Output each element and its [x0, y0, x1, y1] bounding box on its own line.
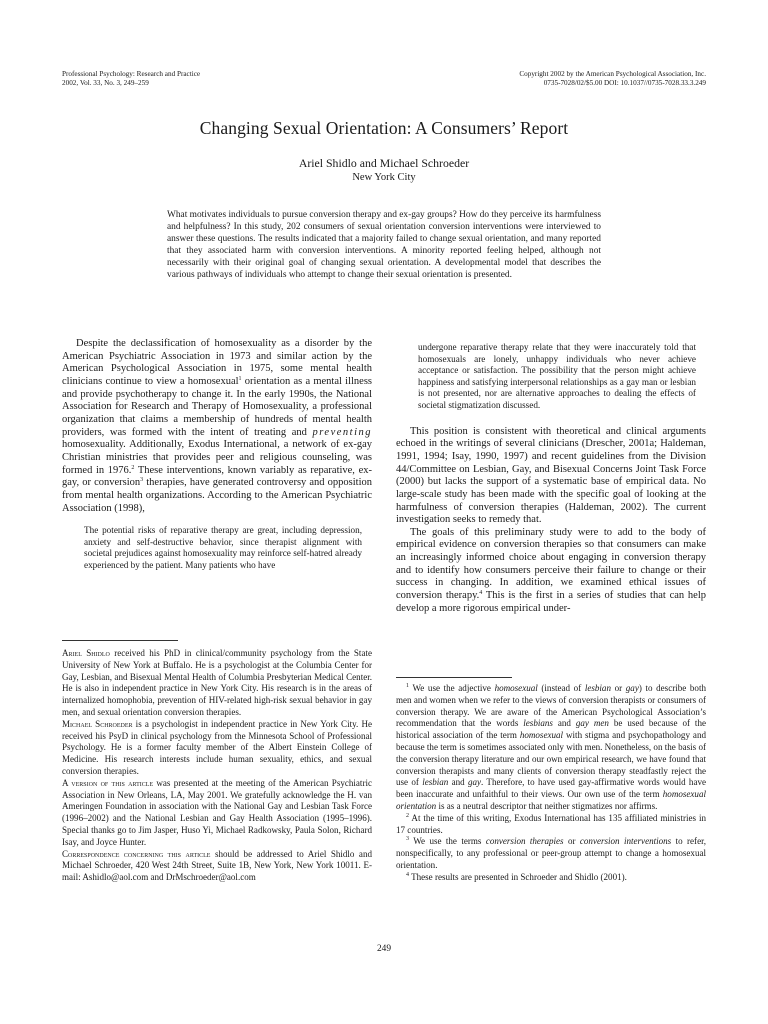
presentation-note: A version of this article was presented at the meeting of the American Psychiatric Association in New Orleans, LA, May 2001. We gratefully acknowledge the H. van Ameringen Foundation in association with the National Gay and Lesbian Task Force (1996–2002) and the National Lesbian and Gay Health Association (1995–1996). Special thanks go to Jim Jasper, Huso Yi, Michael Radkowsky, Paula Solon, Richard Isay, and Joyce Hunter.	[62, 777, 372, 847]
block-quote: The potential risks of reparative therapy are great, including depression, anxiety and self-destructive behavior, since therapist alignment with societal prejudices against homosexuality may reinforce self-hatred already experienced by the patient. Many patients who have	[84, 525, 362, 570]
body-paragraph: This position is consistent with theoretical and clinical arguments echoed in the writings of several clinicians (Drescher, 2001a; Haldeman, 1991, 1994; Isay, 1990, 1997) and recent guidelines from the Division 44/Committee on Lesbian, Gay, and Bisexual Concerns Joint Task Force (2000) but lacks the support of a systematic base of empirical data. No large-scale study has been made with the specific goal of looking at the harmfulness of conversion therapies (Haldeman, 2002). The current investigation seeks to remedy that.	[396, 425, 706, 526]
journal-name: Professional Psychology: Research and Practice	[62, 70, 201, 78]
footnote-4: $^4$ These results are presented in Schroeder and Shidlo (2001).	[406, 871, 627, 882]
footnote-divider	[396, 677, 512, 678]
footnote-ref[interactable]: 3	[140, 477, 144, 484]
footnote-ref[interactable]: 4	[479, 590, 483, 597]
copyright-line: Copyright 2002 by the American Psychological Association, Inc.	[519, 70, 706, 78]
author-affiliation: New York City	[352, 172, 416, 183]
running-header-right	[519, 70, 706, 87]
abstract: What motivates individuals to pursue conversion therapy and ex-gay groups? How do they perceive its harmfulness and helpfulness? In this study, 202 consumers of sexual orientation conversion interventions were interviewed to answer these questions. The results indicated that a majority failed to change sexual orientation, and many reported that they associated harm with conversion interventions. A minority reported feeling helped, although not necessarily with their original goal of changing sexual orientation. A developmental model that describes the various pathways of individuals who attempt to change their sexual orientation is presented.	[167, 210, 602, 280]
journal-volume: 2002, Vol. 33, No. 3, 249–259	[62, 78, 149, 87]
author-bio-shidlo: Ariel Shidlo received his PhD in clinical/community psychology from the State University of New York at Buffalo. He is a psychologist at the Columbia Center for Gay, Lesbian, and Bisexual Mental Health of Columbia Presbyterian Medical Center. He is also in independent practice in New York City. His research is in the areas of internalized homophobia, prevention of HIV-related high-risk sexual behavior in gay men, and sexual orientation conversion therapies.	[62, 648, 372, 717]
doi-line: 0735-7028/02/$5.00 DOI: 10.1037//0735-7028.33.3.249	[543, 78, 706, 87]
body-paragraph: The goals of this preliminary study were to add to the body of empirical evidence on conversion therapies so that consumers can make an increasingly informed choice about engaging in conversion therapy and to identify how consumers perceive their failure to change or their success in changing. In addition, we examined ethical issues of conversion therapy.$^4$ This is the first in a series of studies that can help develop a more rigorous empirical under-	[396, 526, 707, 614]
footnote-2: $^2$ At the time of this writing, Exodus International has 135 affiliated ministries in 17 countries.	[396, 812, 706, 835]
author-note	[62, 648, 372, 884]
block-quote-continued: undergone reparative therapy relate that they were inaccurately told that homosexuals are lonely, unhappy individuals who never achieve acceptance or satisfaction. The possibility that the person might achieve happiness and satisfying interpersonal relationships as a gay man or lesbian is not presented, nor are alternative approaches to dealing the effects of societal stigmatization discussed.	[418, 342, 696, 410]
page-number: 249	[376, 944, 392, 954]
footnote-ref[interactable]: 2	[131, 464, 135, 471]
article-authors: Ariel Shidlo and Michael Schroeder	[298, 156, 470, 170]
footnotes	[396, 683, 706, 884]
correspondence-note: Correspondence concerning this article should be addressed to Ariel Shidlo and Michael Schroeder, 420 West 24th Street, Suite 1B, New York, New York 10011. E-mail: Ashidlo@aol.com and DrMschroeder@aol.com	[62, 848, 372, 883]
footnote-3: $^3$ We use the terms conversion therapies or conversion interventions to refer, nonspecifically, to any professional or peer-group attempt to change a homosexual orientation.	[396, 836, 706, 870]
body-column-right	[396, 342, 706, 615]
body-paragraph: Despite the declassification of homosexuality as a disorder by the American Psychiatric Association in 1973 and similar action by the American Psychological Association in 1975, some mental health clinicians continue to view a homosexual$^1$ orientation as a mental illness and provide psychotherapy to change it. In the early 1990s, the National Association for Research and Therapy of Homosexuality, a professional organization that claims a membership of hundreds of mental health providers, was formed with the intent of treating and preventing homosexuality. Additionally, Exodus International, a network of ex-gay Christian ministries that provides peer and religious counseling, was formed in 1976.$^2$ These interventions, known variably as reparative, ex-gay, or conversion$^3$ therapies, have generated controversy and opposition from mental health organizations. According to the American Psychiatric Association (1998),	[62, 338, 373, 514]
footnote-divider	[62, 640, 178, 641]
author-bio-schroeder: Michael Schroeder is a psychologist in independent practice in New York City. He received his PsyD in clinical psychology from the Minnesota School of Professional Psychology. He is a former faculty member of the Albert Einstein College of Medicine. His research interests include human sexuality, ethics, and sexual conversion therapies.	[62, 718, 372, 776]
article-title: Changing Sexual Orientation: A Consumers’ Report	[199, 118, 569, 138]
running-header-left	[62, 70, 200, 87]
footnote-1: $^1$ We use the adjective homosexual (instead of lesbian or gay) to describe both men and women when we refer to the views of conversion therapists or consumers of conversion therapy. We are aware of the American Psychological Association’s recommendation that the words lesbians and gay men be used because of the historical association of the term homosexual with stigma and psychopathology and because the term is sometimes associated only with men. Nonetheless, on the basis of the conversion therapy literature and our own empirical research, we have found that conversion therapists and many clients of conversion therapy steadfastly reject the use of lesbian and gay. Therefore, to have used gay-affirmative words would have been inaccurate and unfaithful to their views. Our own use of the term homosexual orientation is as a neutral descriptor that neither stigmatizes nor affirms.	[396, 683, 707, 811]
body-column-left	[62, 338, 372, 572]
footnote-ref[interactable]: 1	[238, 375, 242, 382]
